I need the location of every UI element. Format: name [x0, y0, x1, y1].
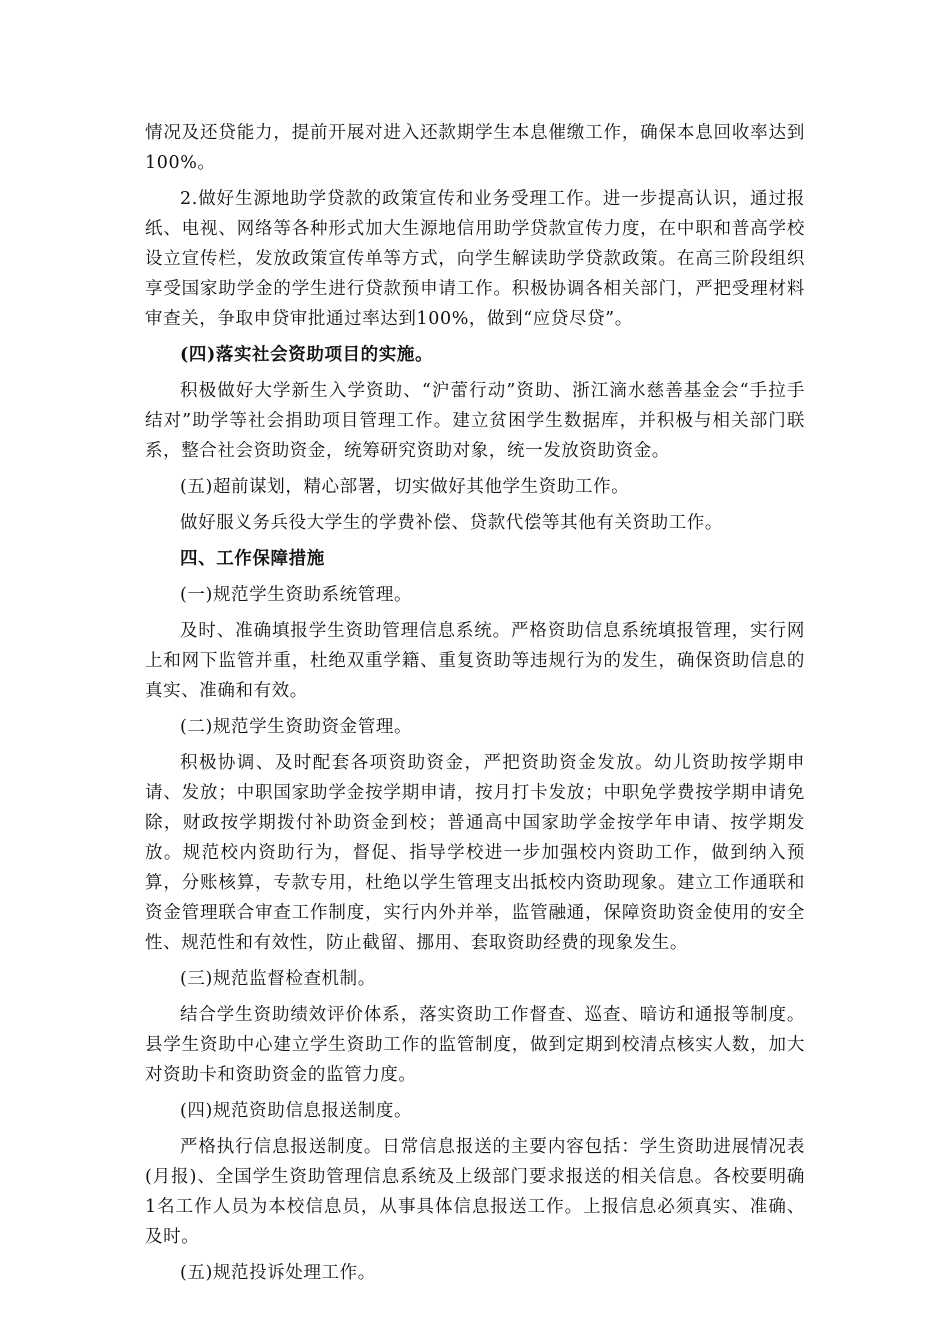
paragraph: 结合学生资助绩效评价体系，落实资助工作督查、巡查、暗访和通报等制度。县学生资助中心建立学生资助工作的监管制度，做到定期到校清点核实人数，加大对资助卡和资助资金的监管力度。 [145, 1005, 805, 1085]
paragraph: 2.做好生源地助学贷款的政策宣传和业务受理工作。进一步提高认识，通过报纸、电视、网络等各种形式加大生源地信用助学贷款宣传力度，在中职和普高学校设立宣传栏，发放政策宣传单等方式，向学生解读助学贷款政策。在高三阶段组织享受国家助学金的学生进行贷款预申请工作。积极协调各相关部门，严把受理材料审查关，争取申贷审批通过率达到100%，做到“应贷尽贷”。 [145, 189, 805, 329]
paragraph: 做好服义务兵役大学生的学费补偿、贷款代偿等其他有关资助工作。 [180, 513, 723, 533]
paragraph: 及时、准确填报学生资助管理信息系统。严格资助信息系统填报管理，实行网上和网下监管并重，杜绝双重学籍、重复资助等违规行为的发生，确保资助信息的真实、准确和有效。 [145, 621, 805, 701]
section-heading: 四、工作保障措施 [180, 549, 325, 569]
paragraph: 积极协调、及时配套各项资助资金，严把资助资金发放。幼儿资助按学期申请、发放；中职国家助学金按学期申请，按月打卡发放；中职免学费按学期申请免除，财政按学期拨付补助资金到校；普通高中国家助学金按学年申请、按学期发放。规范校内资助行为，督促、指导学校进一步加强校内资助工作，做到纳入预算，分账核算，专款专用，杜绝以学生管理支出抵校内资助现象。建立工作通联和资金管理联合审查工作制度，实行内外并举，监管融通，保障资助资金使用的安全性、规范性和有效性，防止截留、挪用、套取资助经费的现象发生。 [145, 753, 805, 953]
subsection-heading: (五)规范投诉处理工作。 [180, 1263, 376, 1283]
section-heading: (四)落实社会资助项目的实施。 [180, 345, 434, 365]
subsection-heading: (五)超前谋划，精心部署，切实做好其他学生资助工作。 [180, 477, 630, 497]
subsection-heading: (四)规范资助信息报送制度。 [180, 1101, 413, 1121]
paragraph: 严格执行信息报送制度。日常信息报送的主要内容包括：学生资助进展情况表(月报)、全国学生资助管理信息系统及上级部门要求报送的相关信息。各校要明确1名工作人员为本校信息员，从事具体信息报送工作。上报信息必须真实、准确、及时。 [145, 1137, 805, 1247]
document-page [145, 118, 805, 1294]
paragraph: 积极做好大学新生入学资助、“沪蕾行动”资助、浙江滴水慈善基金会“手拉手结对”助学等社会捐助项目管理工作。建立贫困学生数据库，并积极与相关部门联系，整合社会资助资金，统筹研究资助对象，统一发放资助资金。 [145, 381, 805, 461]
subsection-heading: (一)规范学生资助系统管理。 [180, 585, 413, 605]
subsection-heading: (二)规范学生资助资金管理。 [180, 717, 413, 737]
paragraph: 情况及还贷能力，提前开展对进入还款期学生本息催缴工作，确保本息回收率达到100%。 [145, 123, 805, 173]
subsection-heading: (三)规范监督检查机制。 [180, 969, 376, 989]
